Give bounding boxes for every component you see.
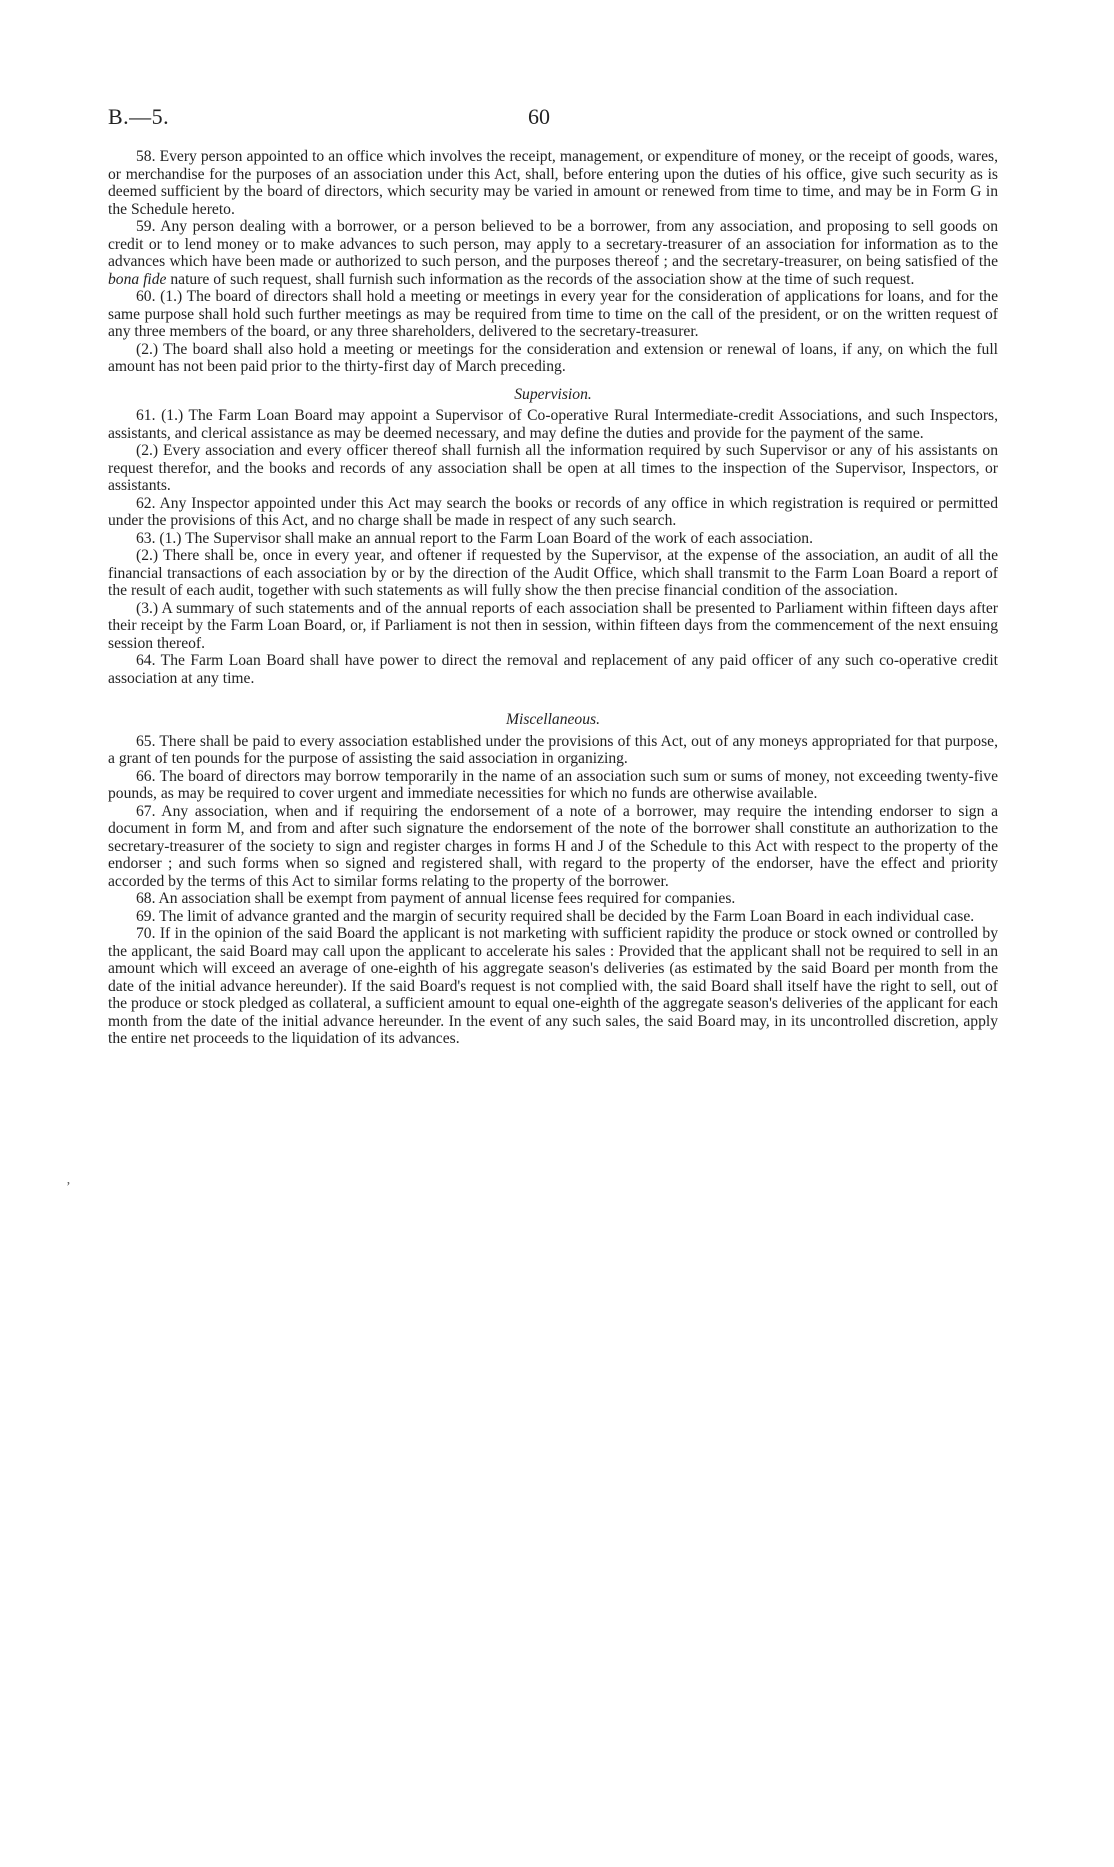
document-body — [108, 148, 998, 1048]
section-60-2: (2.) The board shall also hold a meeting or meetings for the consideration and extension or renewal of loans, if any, on which the full amount has not been paid prior to the thirty-first day of March preceding. — [108, 340, 998, 375]
section-59-italic: bona fide — [108, 270, 167, 288]
page-number: 60 — [528, 104, 550, 129]
section-69: 69. The limit of advance granted and the margin of security required shall be decided by the Farm Loan Board in each individual case. — [136, 907, 975, 925]
heading-supervision: Supervision. — [514, 385, 592, 403]
section-67: 67. Any association, when and if requiring the endorsement of a note of a borrower, may require the intending endorser to sign a document in form M, and from and after such signature the endorsement of the note of the borrower shall constitute an authorization to the secretary-treasurer of the society to sign and register charges in forms H and J of the Schedule to this Act with respect to the property of the endorser ; and such forms when so signed and registered shall, with regard to the property of the endorser, have the effect and priority accorded by the terms of this Act to similar forms relating to the property of the borrower. — [108, 802, 998, 890]
section-64: 64. The Farm Loan Board shall have power to direct the removal and replacement of any paid officer of any such co-operative credit association at any time. — [108, 652, 998, 687]
section-59 — [108, 218, 998, 288]
section-62: 62. Any Inspector appointed under this Act may search the books or records of any office in which registration is required or permitted under the provisions of this Act, and no charge shall be made in respect of any such search. — [108, 494, 998, 529]
section-70: 70. If in the opinion of the said Board the applicant is not marketing with sufficient rapidity the produce or stock owned or controlled by the applicant, the said Board may call upon the applicant to accelerate his sales : Provided that the applicant shall not be required to sell in an amount which will exceed an average of one-eighth of his aggregate season's deliveries (as estimated by the said Board per month from the date of the initial advance hereunder). If the said Board's request is not complied with, the said Board shall itself have the right to sell, out of the produce or stock pledged as collateral, a sufficient amount to equal one-eighth of the aggregate season's deliveries of the applicant for each month from the date of the initial advance hereunder. In the event of any such sales, the said Board may, in its uncontrolled discretion, apply the entire net proceeds to the liquidation of its advances. — [108, 925, 998, 1047]
section-65: 65. There shall be paid to every association established under the provisions of this Act, out of any moneys appropriated for that purpose, a grant of ten pounds for the purpose of assisting the said association in organizing. — [108, 732, 998, 767]
section-60-1: 60. (1.) The board of directors shall hold a meeting or meetings in every year for the consideration of applications for loans, and for the same purpose shall hold such further meetings as may be required from time to time on the call of the president, or on the written request of any three members of the board, or any three shareholders, delivered to the secretary-treasurer. — [108, 288, 998, 340]
section-66: 66. The board of directors may borrow temporarily in the name of an association such sum or sums of money, not exceeding twenty-five pounds, as may be required to cover urgent and immediate necessities for which no funds are otherwise available. — [108, 767, 998, 802]
margin-mark: ’ — [66, 1180, 71, 1195]
heading-miscellaneous: Miscellaneous. — [506, 711, 600, 728]
section-58: 58. Every person appointed to an office which involves the receipt, management, or expenditure of money, or the receipt of goods, wares, or merchandise for the purposes of an association under this Act, shall, before entering upon the duties of his office, give such security as is deemed sufficient by the board of directors, which security may be varied in amount or renewed from time to time, and may be in Form G in the Schedule hereto. — [108, 148, 998, 218]
section-63-3: (3.) A summary of such statements and of the annual reports of each association shall be presented to Parliament within fifteen days after their receipt by the Farm Loan Board, or, if Parliament is not then in session, within fifteen days from the commencement of the next ensuing session thereof. — [108, 599, 998, 652]
section-59-text: 59. Any person dealing with a borrower, or a person believed to be a borrower, from any association, and proposing to sell goods on credit or to lend money or to make advances to such person, may apply to a secretary-treasurer of an association for information as to the advances which have been made or authorized to such person, and the purposes thereof ; and the secretary-treasurer, on being satisfied of the — [108, 218, 998, 270]
page-header — [108, 104, 998, 134]
section-59-text-end: nature of such request, shall furnish such information as the records of the association show at the time of such request. — [166, 270, 915, 288]
section-61-2: (2.) Every association and every officer thereof shall furnish all the information required by such Supervisor or any of his assistants on request therefor, and the books and records of any association shall be open at all times to the inspection of the Supervisor, Inspectors, or assistants. — [108, 442, 998, 494]
section-63-1: 63. (1.) The Supervisor shall make an annual report to the Farm Loan Board of the work of each association. — [136, 529, 813, 547]
section-61-1: 61. (1.) The Farm Loan Board may appoint a Supervisor of Co-operative Rural Intermediate-credit Associations, and such Inspectors, assistants, and clerical assistance as may be deemed necessary, and may define the duties and provide for the payment of the same. — [108, 407, 998, 442]
document-reference: B.—5. — [108, 104, 170, 129]
section-63-2: (2.) There shall be, once in every year, and oftener if requested by the Supervisor, at the expense of the association, an audit of all the financial transactions of each association by or by the direction of the Audit Office, which shall transmit to the Farm Loan Board a report of the result of each audit, together with such statements as will fully show the then precise financial condition of the association. — [108, 547, 998, 599]
section-68: 68. An association shall be exempt from payment of annual license fees required for companies. — [136, 890, 736, 907]
